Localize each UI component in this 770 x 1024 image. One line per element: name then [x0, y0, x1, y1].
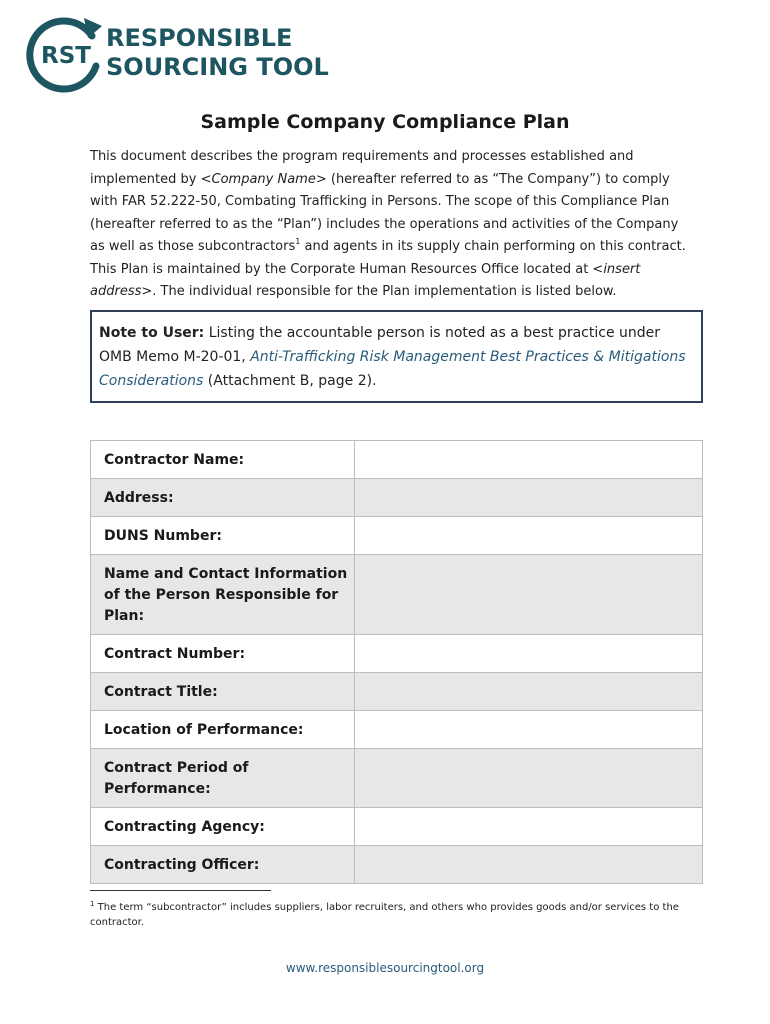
row-label: Name and Contact Information of the Person Responsible for Plan:: [91, 555, 355, 635]
row-value[interactable]: [355, 808, 703, 846]
note-text-2: (Attachment B, page 2).: [203, 373, 377, 389]
row-value[interactable]: [355, 635, 703, 673]
company-name-placeholder: <Company Name>: [200, 171, 327, 187]
footer-url[interactable]: www.responsiblesourcingtool.org: [285, 961, 485, 975]
row-label: Contract Period of Performance:: [91, 749, 355, 808]
intro-text-1: This document describes the program requirements and processes established and implemented by: [90, 149, 634, 187]
table-row: [91, 517, 703, 555]
logo-line-1: RESPONSIBLE: [106, 24, 293, 52]
logo-line-2: SOURCING TOOL: [106, 53, 329, 81]
row-label: Contracting Agency:: [91, 808, 355, 846]
table-row: [91, 555, 703, 635]
row-value[interactable]: [355, 555, 703, 635]
table-row: [91, 749, 703, 808]
footnote: [90, 900, 690, 930]
footnote-ref[interactable]: 1: [295, 237, 301, 246]
table-row: [91, 808, 703, 846]
table-row: [91, 846, 703, 884]
table-row: [91, 479, 703, 517]
row-value[interactable]: [355, 479, 703, 517]
intro-text-2: (hereafter referred to as “The Company”) to comply with FAR 52.222-50, Combating Trafficking in Persons. The scope of this Compliance Plan (hereafter referred to as the “Plan”) includes the operations and activities of the Company as well as those subcontractors: [90, 171, 679, 254]
row-label: Contract Title:: [91, 673, 355, 711]
row-label: Contracting Officer:: [91, 846, 355, 884]
intro-text-3: and agents in its supply chain performing on this contract. This Plan is maintained by the Corporate Human Resources Office located at: [90, 239, 686, 277]
row-value[interactable]: [355, 673, 703, 711]
logo-wordmark: [106, 24, 329, 82]
note-text-1: Listing the accountable person is noted as a best practice under OMB Memo M-20-01,: [99, 325, 661, 365]
row-value[interactable]: [355, 711, 703, 749]
row-label: Location of Performance:: [91, 711, 355, 749]
row-label: Contract Number:: [91, 635, 355, 673]
table-row: [91, 441, 703, 479]
page-title: Sample Company Compliance Plan: [200, 111, 570, 133]
row-value[interactable]: [355, 846, 703, 884]
row-value[interactable]: [355, 749, 703, 808]
row-label: Address:: [91, 479, 355, 517]
omb-memo-link[interactable]: Anti-Trafficking Risk Management Best Practices & Mitigations Considerations: [99, 349, 686, 389]
intro-paragraph: [90, 146, 690, 304]
intro-text-4: . The individual responsible for the Plan implementation is listed below.: [152, 284, 617, 299]
note-label: Note to User:: [99, 325, 205, 341]
row-value[interactable]: [355, 517, 703, 555]
row-label: DUNS Number:: [91, 517, 355, 555]
table-row: [91, 673, 703, 711]
footnote-number: 1: [90, 900, 95, 908]
table-row: [91, 635, 703, 673]
logo-mark: RST: [41, 43, 91, 69]
rst-logo-icon: [24, 14, 114, 94]
row-label: Contractor Name:: [91, 441, 355, 479]
footnote-divider: [90, 890, 271, 891]
address-placeholder: <insert address>: [90, 261, 641, 299]
row-value[interactable]: [355, 441, 703, 479]
table-row: [91, 711, 703, 749]
note-to-user-box: [90, 310, 703, 403]
footnote-text: The term “subcontractor” includes suppliers, labor recruiters, and others who provides goods and/or services to the contractor.: [90, 902, 679, 928]
contractor-info-table: [90, 440, 703, 884]
